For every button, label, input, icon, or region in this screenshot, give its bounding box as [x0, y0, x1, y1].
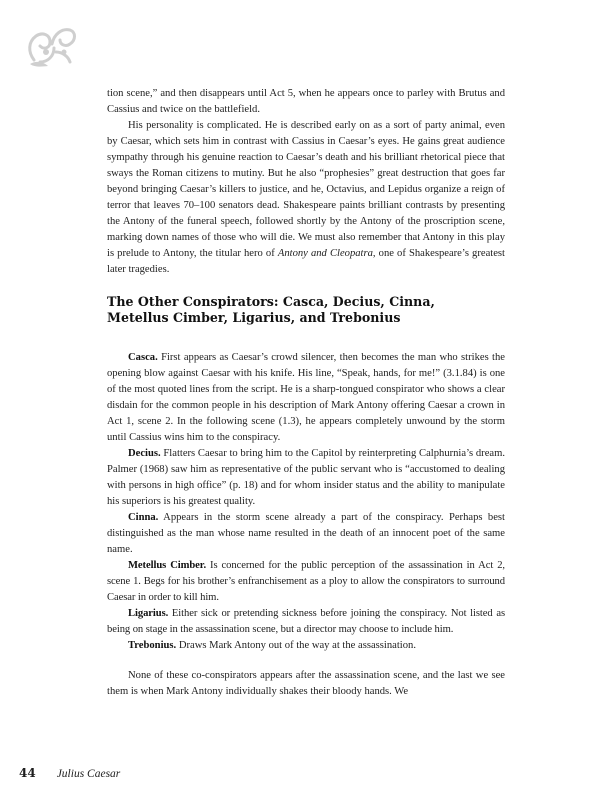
paragraph-gap: [107, 654, 505, 668]
book-title-reference: Antony and Cleopatra: [277, 248, 373, 259]
entry-name: Decius.: [128, 448, 161, 459]
entry-text: Either sick or pretending sickness before joining the conspiracy. Not listed as being on stage in the assassination scene, but a director may choose to include him.: [107, 608, 505, 635]
entry-text: Flatters Caesar to bring him to the Capitol by reinterpreting Calphurnia’s dream. Palmer (1968) saw him as representative of the public servant who is “accustomed to dealing with persons in high office” (p. 18) and for whom insider status and the ability to manipulate his superiors is his greatest quality.: [107, 448, 505, 507]
paragraph-text-end: , one of Shakespeare’s greatest later tragedies.: [107, 248, 505, 275]
entry-name: Trebonius.: [128, 640, 177, 651]
entry-metellus-cimber: [107, 558, 505, 606]
paragraph-antony-continued: tion scene,” and then disappears until Act 5, when he appears once to parley with Brutus and Cassius and twice on the battlefield.: [107, 88, 505, 115]
entry-cinna: [107, 510, 505, 558]
section-heading-line-1: The Other Conspirators: Casca, Decius, Cinna,: [107, 294, 435, 309]
entry-text: Appears in the storm scene already a part of the conspiracy. Perhaps best distinguished as the man whose name resulted in the death of an innocent poet of the same name.: [107, 512, 505, 555]
paragraph-text: His personality is complicated. He is described early on as a sort of party animal, even by Caesar, which sets him in contrast with Cassius in Caesar’s eyes. He gains great audience sympathy through his genuine reaction to Caesar’s death and his brilliant rhetorical piece that sways the Roman citizens to mutiny. But he also “prophesies” great destruction that goes far beyond bringing Caesar’s killers to justice, and he, Octavius, and Lepidus organize a reign of terror that leaves 70–100 senators dead. Shakespeare paints brilliant contrasts by presenting the Antony of the funeral speech, followed shortly by the Antony of the proscription scene, marking down names of those who will die. We must also remember that Antony in this play is prelude to Antony, the titular hero of: [107, 120, 505, 259]
floral-ornament-icon: [22, 22, 80, 68]
page-footer: [19, 766, 120, 781]
paragraph-antony-personality: [107, 118, 505, 278]
section-heading-line-2: Metellus Cimber, Ligarius, and Trebonius: [107, 310, 401, 325]
paragraph-closing: None of these co-conspirators appears after the assassination scene, and the last we see them is when Mark Antony individually shakes their bloody hands. We: [107, 670, 505, 697]
entry-name: Ligarius.: [128, 608, 169, 619]
entry-decius: [107, 446, 505, 510]
entry-text: Is concerned for the public perception of the assassination in Act 2, scene 1. Begs for his brother’s enfranchisement as a ploy to allow the conspirators to surround Caesar in order to kill him.: [107, 560, 506, 603]
entry-trebonius: [107, 638, 505, 654]
page-number: 44: [19, 766, 36, 780]
entry-name: Metellus Cimber.: [128, 560, 207, 571]
entry-ligarius: [107, 606, 505, 638]
entry-casca: [107, 350, 505, 446]
entry-name: Casca.: [128, 352, 158, 363]
running-title: Julius Caesar: [56, 768, 121, 780]
page-body: [107, 86, 505, 700]
entry-text: Draws Mark Antony out of the way at the assassination.: [178, 640, 416, 651]
entry-text: First appears as Caesar’s crowd silencer, then becomes the man who strikes the opening blow against Caesar with his knife. His line, “Speak, hands, for me!” (3.1.84) is one of the most quoted lines from the script. He is a sharp-tongued conspirator who shows a clear disdain for the common people in his description of Mark Antony offering Caesar a crown in Act 1, scene 2. In the following scene (1.3), he appears completely unwound by the storm until Cassius wins him to the conspiracy.: [107, 352, 505, 443]
entry-name: Cinna.: [128, 512, 159, 523]
section-heading: [107, 294, 505, 326]
